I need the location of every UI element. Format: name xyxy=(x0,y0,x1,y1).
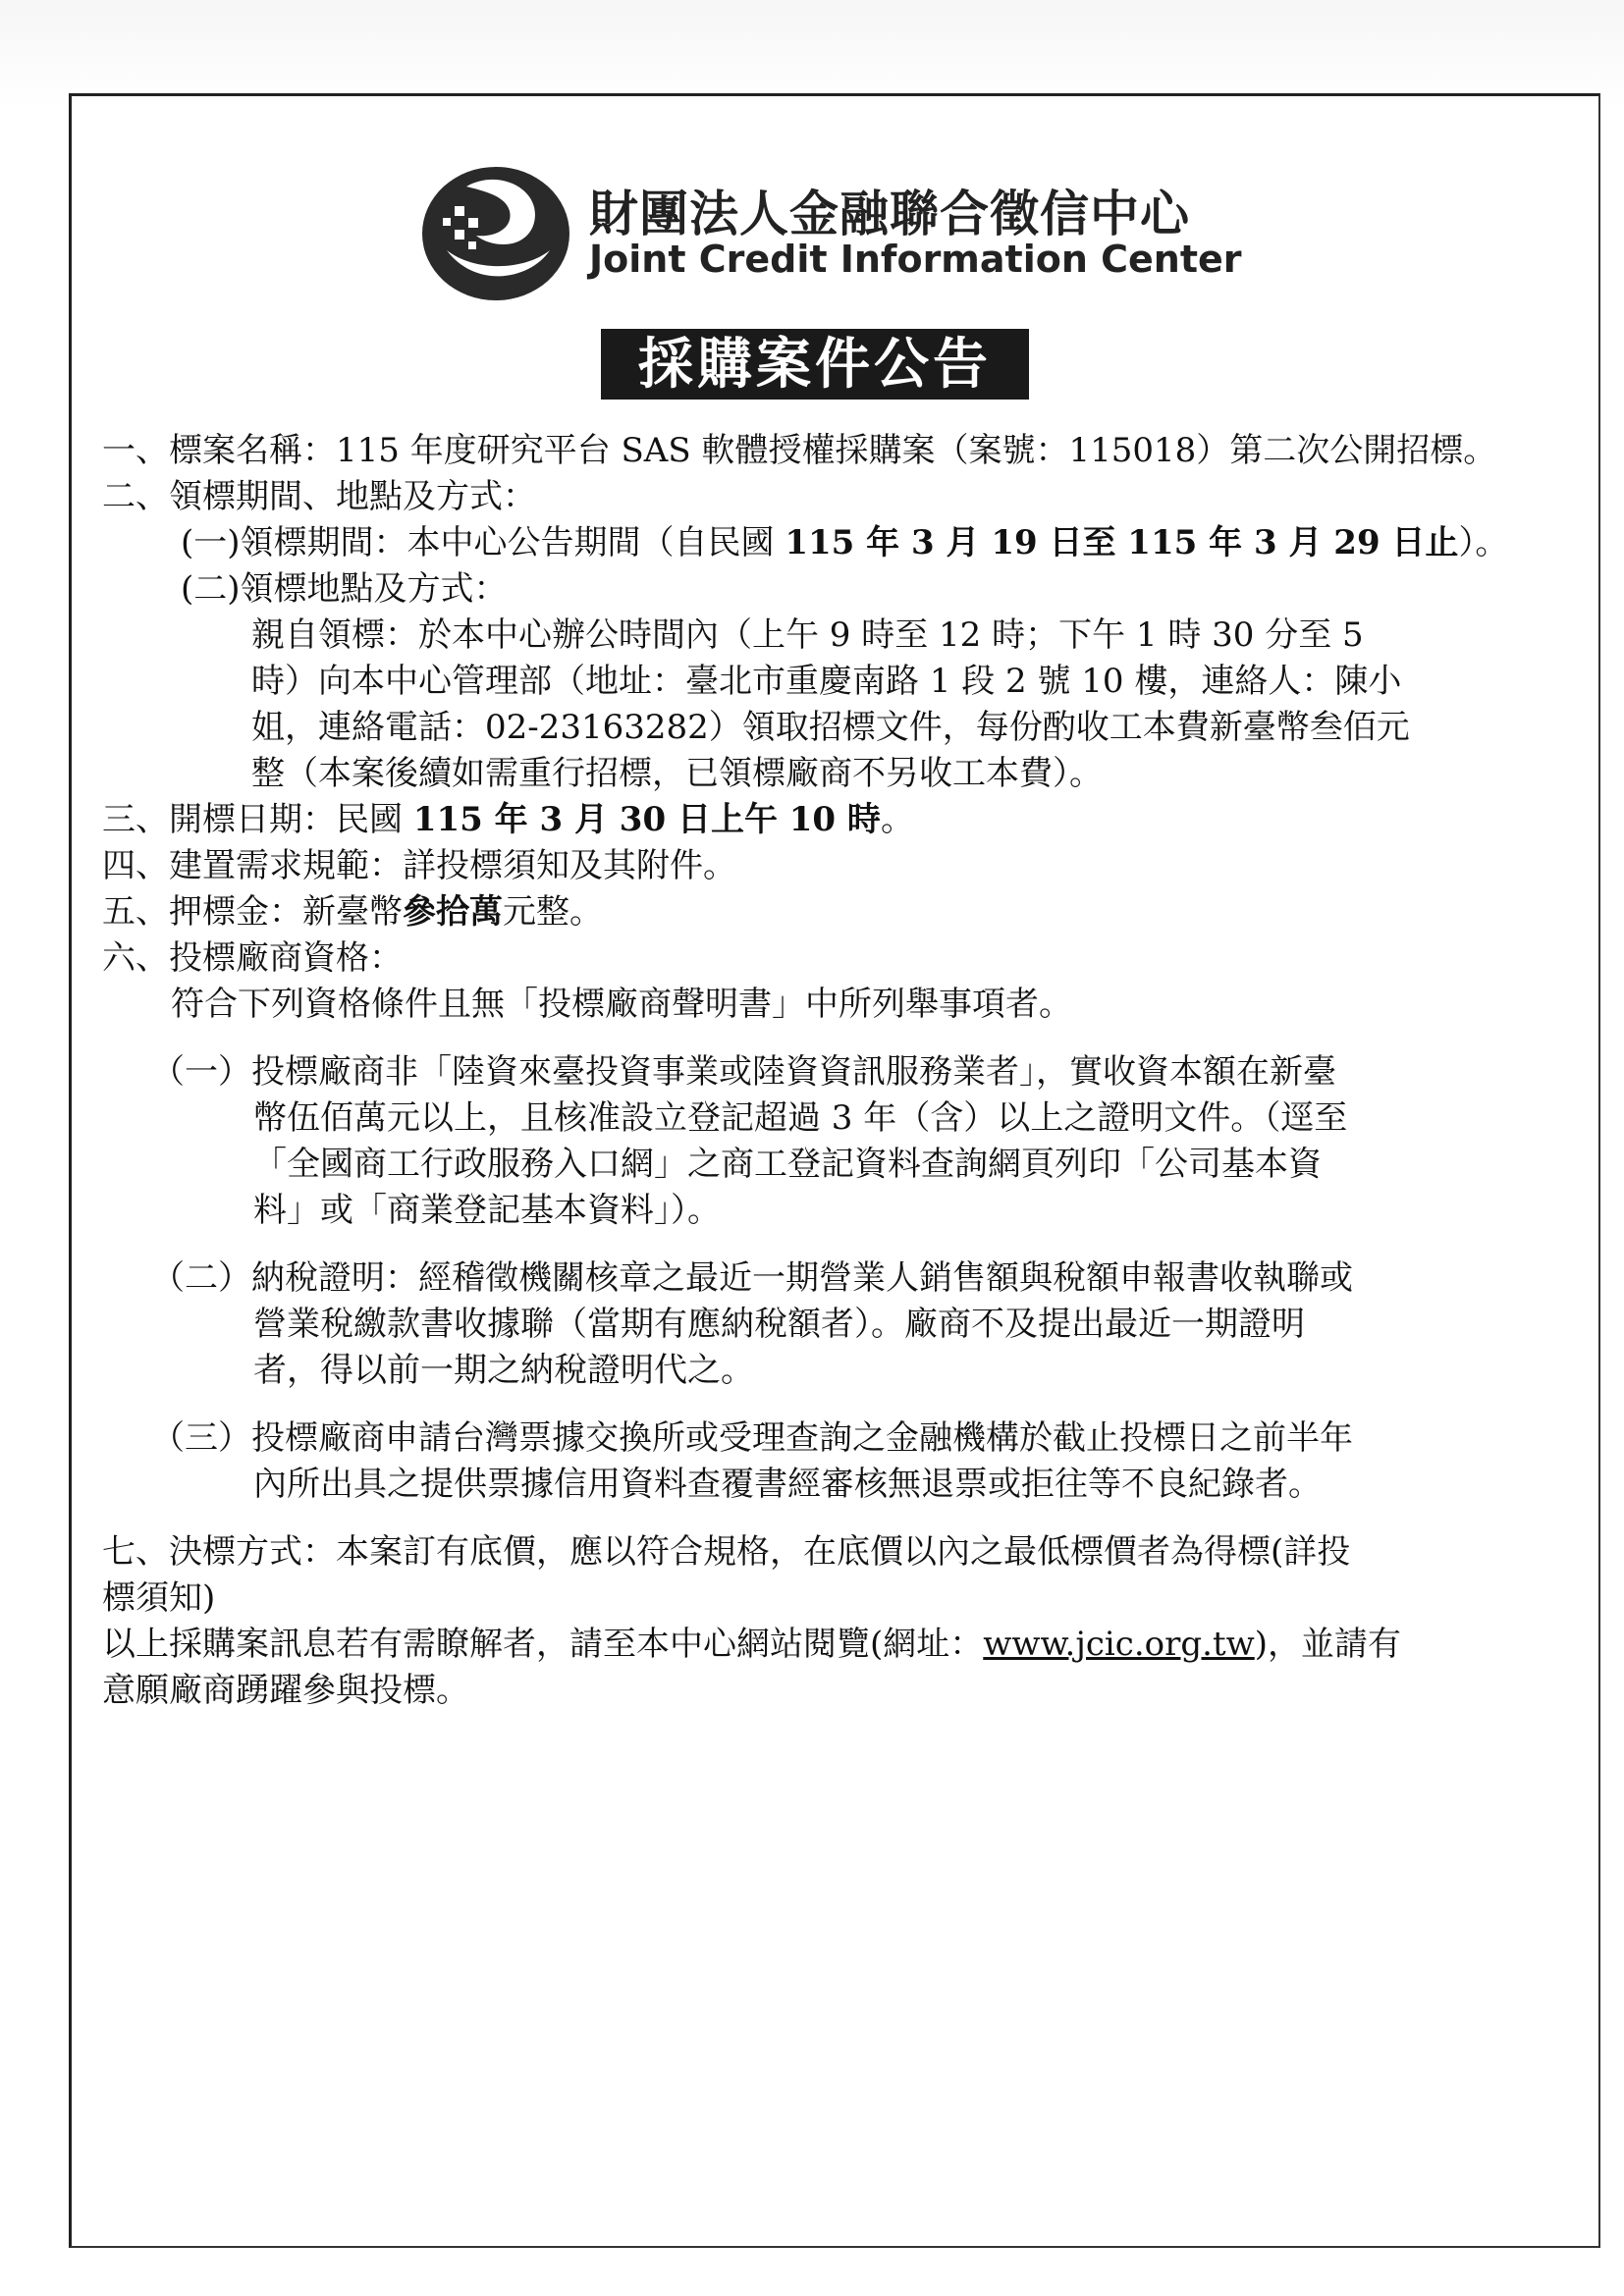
scan-edge xyxy=(0,0,1624,108)
bond-amount: 參拾萬 xyxy=(403,892,503,932)
opening-end: 。 xyxy=(880,800,914,839)
condition-line: 內所出具之提供票據信用資料查覆書經審核無退票或拒往等不良紀錄者。 xyxy=(253,1465,1322,1504)
page-title: 採購案件公告 xyxy=(601,329,1029,400)
logo-name-english: Joint Credit Information Center xyxy=(589,238,1242,281)
item-text: 115 年度研究平台 SAS 軟體授權採購案（案號：115018）第二次公開招標。 xyxy=(336,431,1497,470)
qualification-condition xyxy=(151,1049,1545,1234)
condition-line: 幣伍佰萬元以上，且核准設立登記超過 3 年（含）以上之證明文件。（逕至 xyxy=(253,1098,1348,1138)
qualification-condition xyxy=(151,1255,1545,1394)
item-collection-period xyxy=(102,520,1545,566)
item-award-method-cont: 標須知) xyxy=(102,1578,216,1618)
qualification-condition xyxy=(151,1415,1545,1508)
place-line: 親自領標：於本中心辦公時間內（上午 9 時至 12 時；下午 1 時 30 分至 5 xyxy=(251,615,1364,655)
logo-name-chinese: 財團法人金融聯合徵信中心 xyxy=(589,186,1190,242)
item-collection-place: (二)領標地點及方式： xyxy=(181,569,508,609)
jcic-logo-icon xyxy=(407,157,574,304)
item-tender-name xyxy=(102,428,1545,474)
condition-line: 「全國商工行政服務入口網」之商工登記資料查詢網頁列印「公司基本資 xyxy=(253,1145,1322,1184)
condition-line: 者，得以前一期之納稅證明代之。 xyxy=(253,1351,754,1390)
condition-marker: （一） xyxy=(151,1052,251,1092)
item-requirements: 四、建置需求規範：詳投標須知及其附件。 xyxy=(102,846,736,885)
item-collection-heading: 二、領標期間、地點及方式： xyxy=(102,477,536,516)
organization-logo xyxy=(407,157,1242,304)
closing-text-end: )，並請有 xyxy=(1254,1625,1401,1664)
item-bid-bond xyxy=(102,889,1545,935)
qualifications-intro: 符合下列資格條件且無「投標廠商聲明書」中所列舉事項者。 xyxy=(171,985,1072,1024)
condition-line: 納稅證明：經稽徵機關核章之最近一期營業人銷售額與稅額申報書收執聯或 xyxy=(251,1258,1353,1298)
opening-datetime: 115 年 3 月 30 日上午 10 時 xyxy=(412,800,881,839)
condition-marker: （二） xyxy=(151,1258,251,1298)
condition-line: 料」或「商業登記基本資料」）。 xyxy=(253,1191,721,1230)
place-line: 姐，連絡電話：02-23163282）領取招標文件，每份酌收工本費新臺幣叁佰元 xyxy=(251,708,1410,747)
bond-end: 元整。 xyxy=(503,892,603,932)
announcement-body xyxy=(102,428,1545,1714)
item-label: 一、標案名稱： xyxy=(102,431,336,470)
bond-label: 五、押標金：新臺幣 xyxy=(102,892,403,932)
closing-text: 以上採購案訊息若有需瞭解者，請至本中心網站閱覽(網址： xyxy=(102,1625,984,1664)
condition-marker: （三） xyxy=(151,1418,251,1458)
place-line: 整（本案後續如需重行招標，已領標廠商不另收工本費）。 xyxy=(251,754,1103,793)
condition-line: 投標廠商非「陸資來臺投資事業或陸資資訊服務業者」，實收資本額在新臺 xyxy=(251,1052,1336,1092)
period-end: ）。 xyxy=(1458,523,1509,562)
item-opening-date xyxy=(102,797,1545,843)
closing-note xyxy=(102,1622,1545,1668)
closing-note-cont: 意願廠商踴躍參與投標。 xyxy=(102,1671,469,1710)
website-link[interactable]: www.jcic.org.tw xyxy=(983,1625,1255,1664)
opening-label: 三、開標日期：民國 xyxy=(102,800,413,839)
condition-line: 營業稅繳款書收據聯（當期有應納稅額者）。廠商不及提出最近一期證明 xyxy=(253,1305,1305,1344)
place-line: 時）向本中心管理部（地址：臺北市重慶南路 1 段 2 號 10 樓，連絡人：陳小 xyxy=(251,662,1402,701)
item-qualifications-heading: 六、投標廠商資格： xyxy=(102,938,403,978)
item-award-method: 七、決標方式：本案訂有底價，應以符合規格，在底價以內之最低標價者為得標(詳投 xyxy=(102,1532,1351,1572)
period-dates: 115 年 3 月 19 日至 115 年 3 月 29 日止 xyxy=(785,523,1459,562)
condition-line: 投標廠商申請台灣票據交換所或受理查詢之金融機構於截止投標日之前半年 xyxy=(251,1418,1353,1458)
period-label: (一)領標期間：本中心公告期間（自民國 xyxy=(181,523,785,562)
